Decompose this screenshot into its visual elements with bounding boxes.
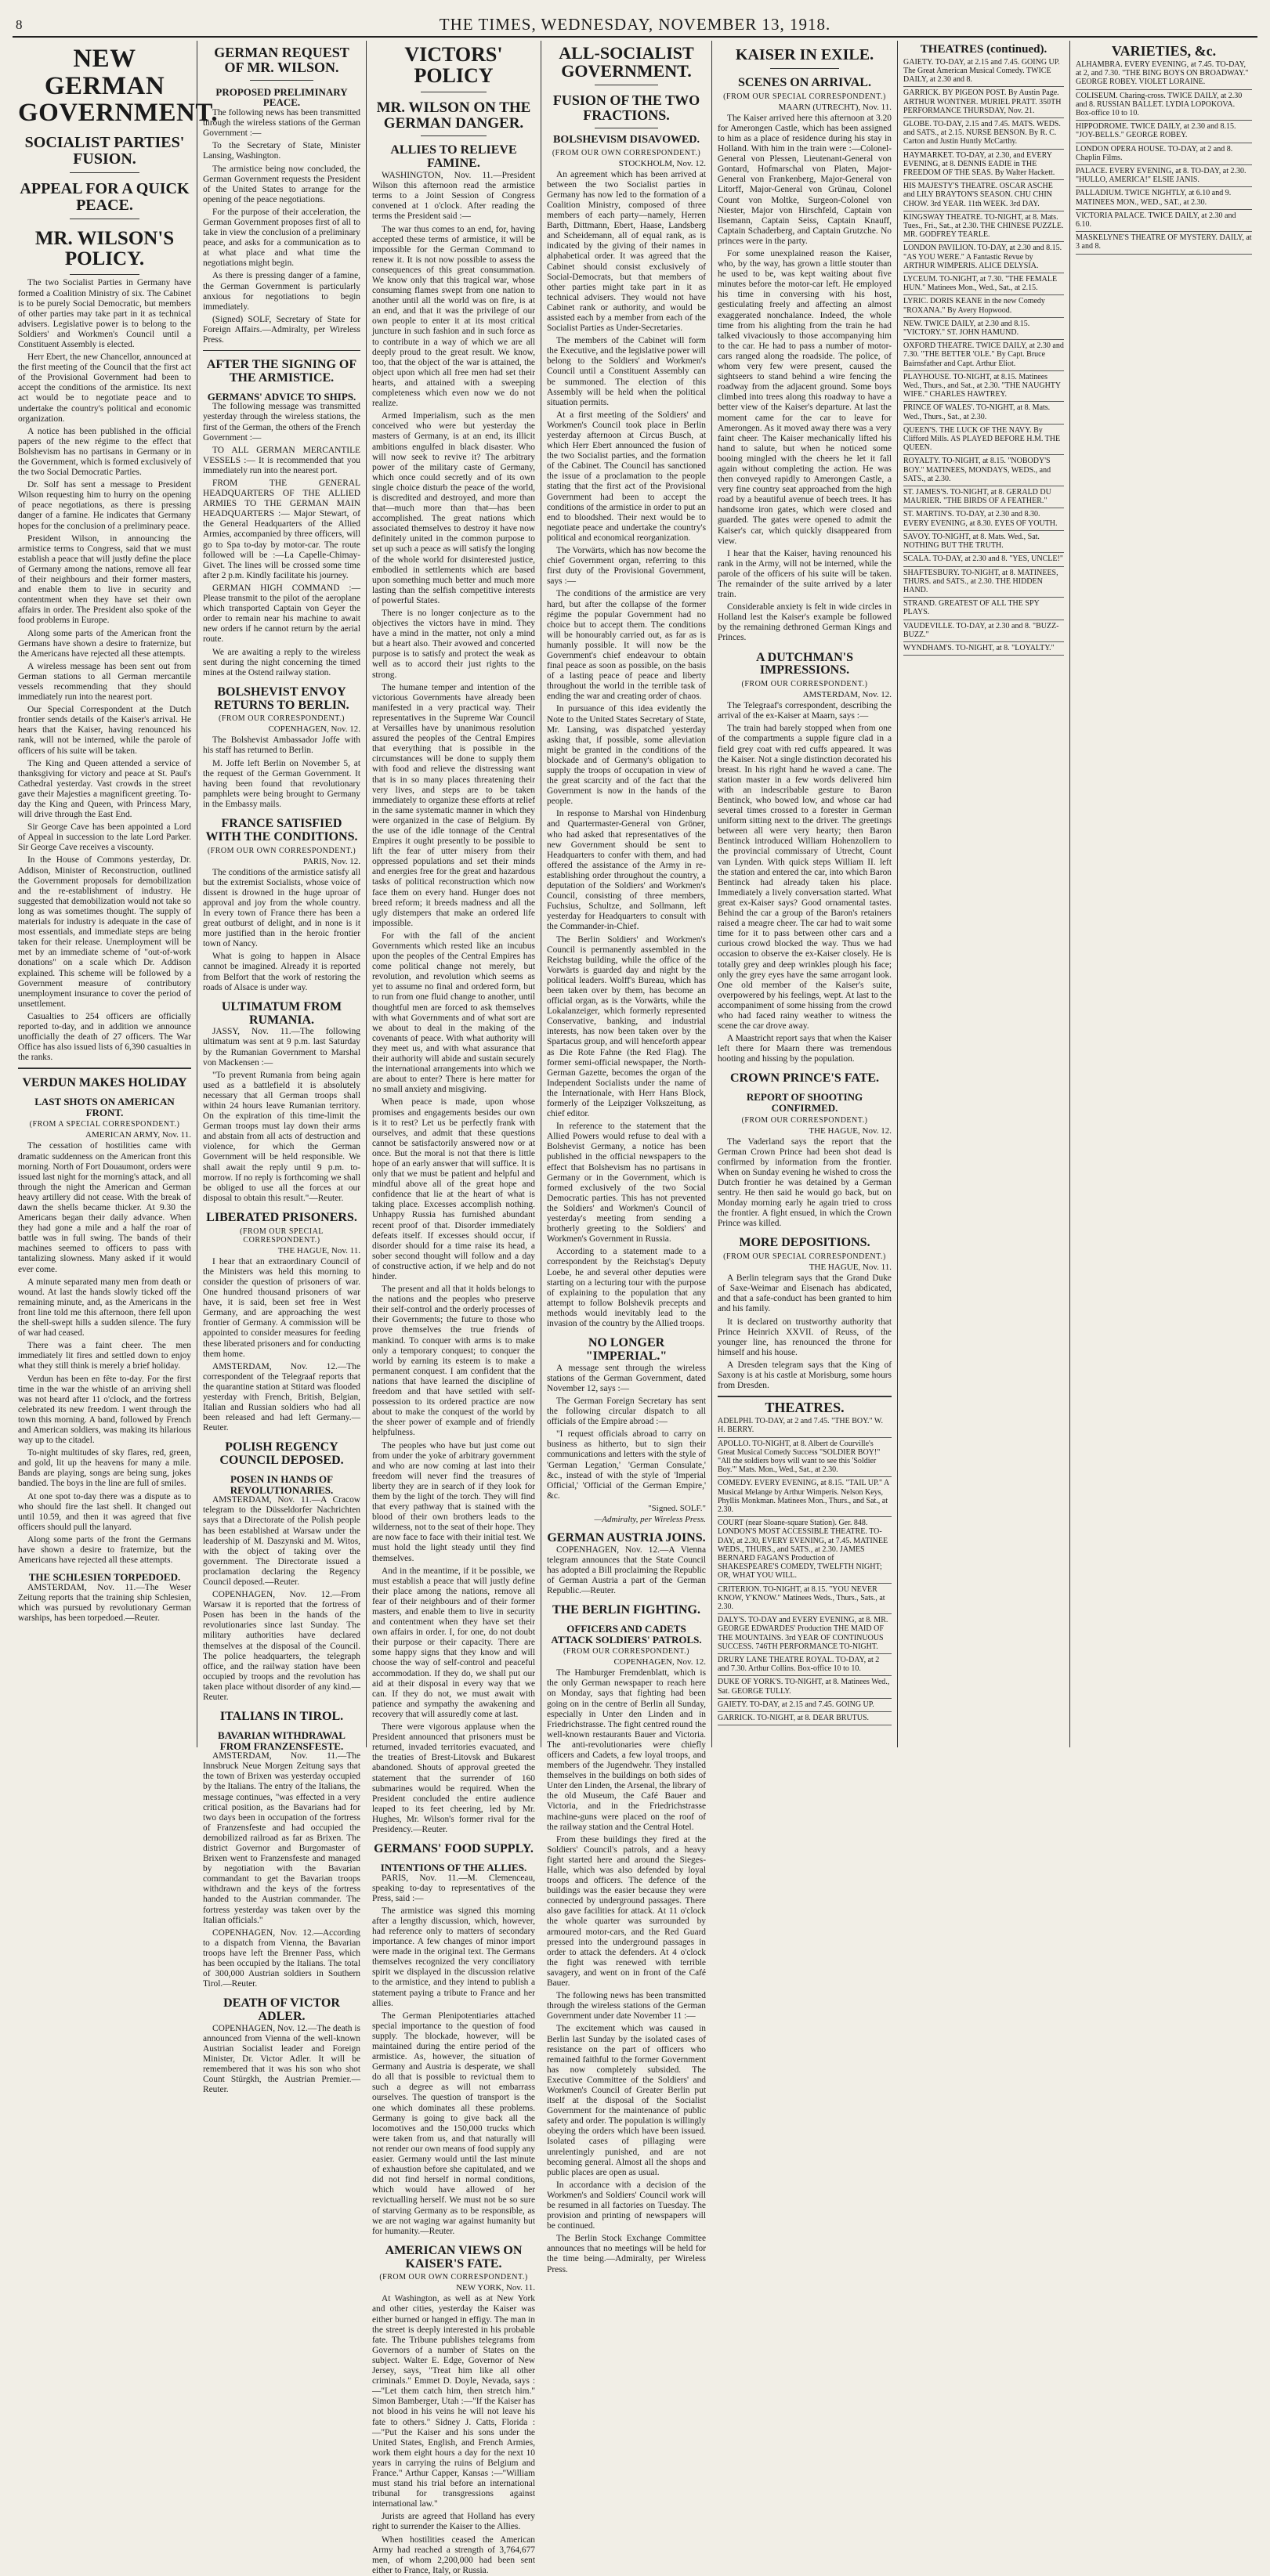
dateline: COPENHAGEN, Nov. 12. (268, 724, 360, 735)
paragraph: FROM THE GENERAL HEADQUARTERS OF THE ALLIED ARMIES TO THE GERMAN MAIN HEADQUARTERS :— Major Stewart, of the General Headquarters of the Allied Armies, accompanied by three officers, will go to Spa to-day by motor-car. The route followed will be :—La Capelle-Chimay-Givet. The lines will be crossed some time after 2 p.m. Kindly facilitate his journey. (203, 479, 360, 580)
source-line: (FROM OUR SPECIAL CORRESPONDENT.) (723, 92, 886, 101)
paragraph: AMSTERDAM, Nov. 11.—The Weser Zeitung reports that the training ship Schlesien, which was pursued by revolutionary German warships, has been torpedoed.—Reuter. (18, 1582, 191, 1624)
source-line: (FROM OUR SPECIAL CORRESPONDENT.) (723, 1252, 886, 1262)
paragraph: AMSTERDAM, Nov. 12.—The correspondent of the Telegraaf reports that the quarantine station at Stitard was flooded yesterday with French, British, Belgian, Italian and Russian soldiers who had all been released and had left Germany.—Reuter. (203, 1361, 360, 1433)
article-subhead: INTENTIONS OF THE ALLIES. (380, 1861, 527, 1873)
paragraph: Considerable anxiety is felt in wide circles in Holland lest the Kaiser's example be followed by the remaining dethroned German Kings and Princes. (718, 602, 892, 643)
source-line: (FROM OUR OWN CORRESPONDENT.) (379, 2273, 528, 2282)
paragraph: A Berlin telegram says that the Grand Duke of Saxe-Weimar and Eisenach has abdicated, and that a safe-conduct has been granted to him and his family. (718, 1274, 892, 1314)
paragraph: And in the meantime, if it be possible, we must establish a peace that will justly define their place among the nations, remove all fear of their neighbours and of their former masters, and enable them to live in security and contentment when they have set their own affairs in order. I, for one, do not doubt their purpose or their capacity. There are some happy signs that they know and will choose the way of self-control and peaceful accommodation. If they do, we shall put our aid at their disposal in every way that we can. If they do not, we must await with patience and sympathy the awakening and recovery that will assuredly come at last. (372, 1566, 535, 1719)
theatre-ad: KINGSWAY THEATRE. TO-NIGHT, at 8. Mats. Tues., Fri., Sat., at 2.30. THE CHINESE PUZZLE. MR. GODFREY TEARLE. (903, 211, 1064, 243)
article-headline: VERDUN MAKES HOLIDAY (22, 1076, 187, 1090)
paragraph: Verdun has been en fête to-day. For the first time in the war the whistle of an arriving shell was not heard after 11 o'clock, and the fortress celebrated its new freedom. I went through the town this morning. A band, followed by French and American soldiers, was making its hilarious way up to the citadel. (18, 1374, 191, 1446)
paragraph: The following message was transmitted yesterday through the wireless stations, the first of the German, the others of the French Government :— (203, 402, 360, 443)
paragraph: When peace is made, upon whose promises and engagements besides our own is it to rest? Let us be perfectly frank with ourselves, and admit that these questions cannot be satisfactorily answered now or at once. But the moral is not that there is little hope of an early answer that will suffice. It is only that we must be patient and helpful and mindful above all of the great hope and confidence that lie at the heart of what is taking place. Excesses accomplish nothing. Unhappy Russia has furnished abundant recent proof of that. Disorder immediately defeats itself. If excesses should occur, if disorder should for a time raise its head, a sober second thought will follow and a day of constructive action, if we help and do not hinder. (372, 1097, 535, 1281)
theatre-ad: SCALA. TO-DAY, at 2.30 and 8. "YES, UNCLE!" (903, 553, 1064, 566)
paragraph: As there is pressing danger of a famine, the German Government is particularly anxious for negotiations to begin immediately. (203, 271, 360, 312)
article-headline: DEATH OF VICTOR ADLER. (223, 1996, 340, 2024)
article-subhead: PROPOSED PRELIMINARY PEACE. (215, 85, 348, 109)
paragraph: At Washington, as well as at New York and other cities, yesterday the Kaiser was either burned or hanged in effigy. The man in the street is deeply interested in his probable fate. The Tribune publishes telegrams from Governors of a number of States on the subject. Walter E. Edge, Governor of New Jersey, says, "Treat him like all other criminals." Emmet D. Doyle, Nevada, says :—"Let them catch him, then stretch him." Simon Bamberger, Utah :—"If the Kaiser has not blood in his veins he will not leave his fate to others." Sidney J. Catts, Florida :—"Put the Kaiser and his sons under the United States, English, and French Armies, work them eight hours a day for the next 10 years in carrying the ruins of Belgium and France." Arthur Capper, Kansas :—"William must stand his trial before an international tribunal for transgressions against international law." (372, 2294, 535, 2509)
dateline: THE HAGUE, Nov. 12. (809, 1125, 892, 1136)
theatre-ad: OXFORD THEATRE. TWICE DAILY, at 2.30 and 7.30. "THE BETTER 'OLE." By Capt. Bruce Bairnsfather and Capt. Arthur Eliot. (903, 340, 1064, 371)
paragraph: "To prevent Rumania from being again used as a battlefield it is absolutely necessary that all German troops shall within 24 hours leave Rumanian territory. On the expiration of this time-limit the German troops must lay down their arms and abstain from all acts of destruction and violence, for which the German Government will be held responsible. We shall await the reply until 9 p.m. to-morrow. If no reply is forthcoming we shall be obliged to use all the forces at our disposal to obtain this result."—Reuter. (203, 1070, 360, 1203)
column-1 (13, 41, 219, 1747)
theatre-ad: LYCEUM. TO-NIGHT, at 7.30. "THE FEMALE HUN." Matinees Mon., Wed., Sat., at 2.15. (903, 273, 1064, 295)
theatre-ad: GAIETY. TO-DAY, at 2.15 and 7.45. GOING UP. (718, 1699, 892, 1712)
theatre-ad: GARRICK. TO-NIGHT, at 8. DEAR BRUTUS. (718, 1712, 892, 1725)
theatre-ad: SAVOY. TO-NIGHT, at 8. Mats. Wed., Sat. NOTHING BUT THE TRUTH. (903, 531, 1064, 553)
masthead (13, 13, 1257, 38)
paragraph: The armistice being now concluded, the German Government requests the President of the United States to arrange for the opening of the peace negotiations. (203, 164, 360, 204)
source-line: (FROM OUR SPECIAL CORRESPONDENT.) (240, 1227, 324, 1245)
theatre-ad: DUKE OF YORK'S. TO-NIGHT, at 8. Matinees Wed., Sat. GEORGE TULLY. (718, 1676, 892, 1698)
article-headline: ITALIANS IN TIROL. (219, 1710, 344, 1724)
dateline: PARIS, Nov. 12. (302, 856, 360, 866)
paragraph: "I request officials abroad to carry on business as hitherto, but to sign their communications and letters with the style of 'German Legation,' 'German Consulate,' &c., instead of with the style of 'Imperial Official,' 'Official of the German Empire,' &c. (547, 1429, 706, 1501)
paragraph: The German Plenipotentiaries attached special importance to the question of food supply. The blockade, however, will be maintained during the entire period of the armistice. As, however, the situation of Germany and Austria is desperate, we shall do all that is possible to revictual them to such a degree as will not embarrass ourselves. The question of transport is the one which dominates all these problems. Germany is going to give back all the locomotives and the 150,000 trucks which were taken from us, and that naturally will not render our own means of food supply any easier. Germany would until the last minute of exhaustion before she capitulated, and we did not find herself in normal conditions, which would have allowed of her revictualling herself. We must not be so sure of starving Germany as to be responsible, as we are not waging war against humanity but for humanity.—Reuter. (372, 2011, 535, 2236)
paragraph: I hear that the Kaiser, having renounced his rank in the Army, will not be interned, while the parole of the officers of his suite will be taken. The remainder of the suite arrived by a later train. (718, 548, 892, 600)
theatre-ad: GAIETY. TO-DAY, at 2.15 and 7.45. GOING UP. The Great American Musical Comedy. TWICE DAILY, at 2.30 and 8. (903, 56, 1064, 88)
sub-headline: MR. WILSON'S POLICY. (34, 227, 175, 270)
theatre-ad: LONDON PAVILION. TO-DAY, at 2.30 and 8.15. "AS YOU WERE." A Fantastic Revue by ARTHUR WIMPERIS. ALICE DELYSIA. (903, 242, 1064, 273)
divider (70, 274, 139, 275)
paragraph: COPENHAGEN, Nov. 12.—According to a dispatch from Vienna, the Bavarian troops have left the Brenner Pass, which has been occupied by the Italians. The total of 300,000 Austrian soldiers in Southern Tirol.—Reuter. (203, 1927, 360, 1989)
dateline: MAARN (UTRECHT), Nov. 11. (778, 102, 892, 112)
paragraph: Casualties to 254 officers are officially reported to-day, and in addition we announce unofficially the death of 27 officers. The War Office has also issued lists of 6,390 casualties in the ranks. (18, 1011, 191, 1063)
article-headline: GERMANS' FOOD SUPPLY. (374, 1842, 534, 1856)
paragraph: According to a statement made to a correspondent by the Reichstag's Deputy Loebe, he and several other deputies were starting on a lecturing tour with the purpose of explaining to the population that any attempt to follow Bolshevik precepts and methods would inevitably lead to the invasion of the country by the Allied troops. (547, 1247, 706, 1328)
paragraph: Dr. Solf has sent a message to President Wilson requesting him to hurry on the opening of peace negotiations, as there is pressing danger of a famine. He indicates that Germany hopes for the conclusion of a preliminary peace. (18, 480, 191, 531)
paragraph: Jurists are agreed that Holland has every right to surrender the Kaiser to the Allies. (372, 2512, 535, 2532)
theatre-ad: ROYALTY. TO-NIGHT, at 8.15. "NOBODY'S BOY." MATINEES, MONDAYS, WEDS., and SATS., at 2.30. (903, 455, 1064, 486)
dateline: AMSTERDAM, Nov. 12. (802, 690, 892, 700)
variety-ad: PALLADIUM. TWICE NIGHTLY, at 6.10 and 9. MATINEES MON., WED., SAT., at 2.30. (1076, 187, 1252, 209)
article-headline: THE BERLIN FIGHTING. (552, 1603, 700, 1617)
paragraph: (Signed) SOLF, Secretary of State for Foreign Affairs.—Admiralty, per Wireless Press. (203, 314, 360, 345)
theatre-ad: PRINCE OF WALES'. TO-NIGHT, at 8. Mats. Wed., Thurs., Sat., at 2.30. (903, 402, 1064, 424)
variety-ad: HIPPODROME. TWICE DAILY, at 2.30 and 8.15. "JOY-BELLS." GEORGE ROBEY. (1076, 121, 1252, 143)
paragraph: I hear that an extraordinary Council of the Ministers was held this morning to consider the question of prisoners of war. One hundred thousand prisoners of war have, it is said, been set free in West Germany, and are approaching the west frontier of Germany. A commission will be appointed to consider measures for feeding these liberated prisoners and for conducting them home. (203, 1256, 360, 1359)
theatre-ad: GLOBE. TO-DAY, 2.15 and 7.45. MATS. WEDS. and SATS., at 2.15. NURSE BENSON. By R. C. Carton and Justin Huntly McCarthy. (903, 118, 1064, 150)
article-subhead: SCENES ON ARRIVAL. (738, 76, 871, 89)
paragraph: In response to Marshal von Hindenburg and Quartermaster-General von Gröner, who had asked that representatives of the new Government should be sent to Headquarters to confer with them, and had offered the assistance of the Army in re-establishing order throughout the country, a deputation of the Soldiers' and Workmen's Council, consisting of three members, Fuchsius, Schultze, and Sollmann, left yesterday for Headquarters to consult with the Commander-in-Chief. (547, 809, 706, 932)
paragraph: The Hamburger Fremdenblatt, which is the only German newspaper to reach here on Monday, says that fighting had been going on in the centre of Berlin all Sunday, especially in Unter den Linden and in Friedrichstrasse. The fight centred round the well-known restaurants Bauer and Victoria. The anti-revolutionaries were chiefly officers and Cadets, a few loyal troops, and members of the Jugendwehr. They installed themselves in the buildings on both sides of Unter den Linden, the Arsenal, the library of the old Museum, the Café Bauer and Victoria, and in the Friedrichstrasse machine-guns were placed on the roof of the railway station and the Central Hotel. (547, 1668, 706, 1832)
paragraph: Herr Ebert, the new Chancellor, announced at the first meeting of the Council that the first act of the Provisional Government had been to accept the conditions of the armistice. Its next act would be to negotiate peace and to undertake the country's political and economic organization. (18, 352, 191, 424)
theatre-ad: WYNDHAM'S. TO-NIGHT, at 8. "LOYALTY." (903, 642, 1064, 656)
dateline: STOCKHOLM, Nov. 12. (618, 158, 706, 168)
column-6 (898, 41, 1070, 1747)
article-subhead: OFFICERS AND CADETS ATTACK SOLDIERS' PATROLS. (551, 1622, 702, 1646)
paragraph: The Telegraaf's correspondent, describing the arrival of the ex-Kaiser at Maarn, says :— (718, 701, 892, 721)
paragraph: The conditions of the armistice satisfy all but the extremist Socialists, whose voice of dissent is drowned in the huge uproar of approval and joy from the whole country. In every town of France there has been a great outburst of delight, and in none is it more justified than in the heroic frontier town of Nancy. (203, 867, 360, 949)
paragraph: In reference to the statement that the Allied Powers would refuse to deal with a Bolshevist Germany, a notice has been published in the official newspapers to the effect that Bolshevism has no partisans in Germany or in the Government, which is formed exclusively of the two Social Democratic parties. This has not prevented the Soldiers' and Workmen's Council of yesterday's meeting from sending a brotherly greeting to the Soldiers' and Workmen's Government in Russia. (547, 1122, 706, 1245)
wire-credit: —Admiralty, per Wireless Press. (594, 1514, 706, 1524)
paragraph: AMSTERDAM, Nov. 11.—The Innsbruck Neue Morgen Zeitung says that the town of Brixen was yesterday occupied by the Italians. The entry of the Italians, the message continues, "was effected in a very critical position, as the Bavarians had for two days been in occupation of the fortress of Franzensfeste and had occupied the demobilized railroad as far as Brixen. The district Governor and Burgomaster of Brixen went to Franzensfeste and managed by negotiation with the Bavarian commandant to get the Bavarian troops withdrawn and the keys of the fortress handed to the Austrian commander. The fortress yesterday was taken over by the Italian officials." (203, 1751, 360, 1925)
article-subhead: BOLSHEVISM DISAVOWED. (553, 133, 700, 146)
paragraph: At a first meeting of the Soldiers' and Workmen's Council took place in Berlin yesterday afternoon at Circus Busch, at which Herr Ebert announced the fusion of the two Socialist parties, and the formation of the Cabinet. The Council has sanctioned the issue of a proclamation to the people stating that the first act of the Provisional Government had been to accept the conditions of the armistice in order to put an end to bloodshed. Their next would be to negotiate peace and undertake the country's political and economical reorganization. (547, 410, 706, 543)
theatre-ad: ADELPHI. TO-DAY, at 2 and 7.45. "THE BOY." W. H. BERRY. (718, 1415, 892, 1437)
theatre-ad: STRAND. GREATEST OF ALL THE SPY PLAYS. (903, 598, 1064, 620)
article-headline: GERMAN REQUEST OF MR. WILSON. (214, 45, 349, 75)
section-heading-varieties: VARIETIES, &c. (1111, 43, 1217, 59)
column-2 (197, 41, 367, 2095)
theatre-ad: NEW. TWICE DAILY, at 2.30 and 8.15. "VICTORY." ST. JOHN HAMUND. (903, 318, 1064, 340)
paragraph: The Vorwärts, which has now become the chief Government organ, referring to this first duty of the Provisional Government, says :— (547, 546, 706, 587)
theatre-ad: CRITERION. TO-NIGHT, at 8.15. "YOU NEVER KNOW, Y'KNOW." Matinees Weds., Thurs., Sats., at 2.30. (718, 1584, 892, 1615)
paragraph: The present and all that it holds belongs to the nations and the peoples who preserve their self-control and the orderly processes of their Governments; the future to those who prove themselves the true friends of mankind. To conquer with arms is to make only a temporary conquest; to conquer the world by earning its esteem is to make a permanent conquest. I am confident that the nations that have learned the discipline of freedom and that have settled with self-possession to its ordered practice are now about to make the conquest of the world by the sheer power of example and of friendly helpfulness. (372, 1284, 535, 1438)
source-line: (FROM A SPECIAL CORRESPONDENT.) (29, 1120, 180, 1129)
paragraph: The Kaiser arrived here this afternoon at 3.20 for Amerongen Castle, which has been assigned to him as a place of residence during his stay in Holland. With him in the train were :—Colonel-General von Plessen, Lieutenant-General von Gontard, Hofmarschal von Platen, Major-General von Frankenberg, Major-General von Litorff, Major-General von Grünau, Colonel Count von Moltke, Surgeon-Colonel von Niester, Major von Hirschfeld, Captain von Ilsemann, Captain Seiss, Captain Knauff, Captain Schaderberg, and Captain Grutzche. No princes were in the party. (718, 113, 892, 246)
paragraph: The members of the Cabinet will form the Executive, and the legislative power will belong to the Soldiers' and Workmen's Council until a Constituent Assembly can be summoned. The election of this Assembly will be held when the political situation permits. (547, 336, 706, 407)
source-line: (FROM OUR OWN CORRESPONDENT.) (207, 846, 356, 855)
paragraph: COPENHAGEN, Nov. 12.—A Vienna telegram announces that the State Council has adopted a Bill proclaiming the Republic of German Austria a part of the German Republic.—Reuter. (547, 1545, 706, 1596)
divider (250, 80, 313, 81)
paragraph: The Berlin Soldiers' and Workmen's Council is permanently assembled in the Reichstag building, while the office of the Vorwärts is guarded day and night by the political leaders. Wolff's Bureau, which has been taken over by them, has become an official organ, as is the Vorwärts, while the Lokalanzeiger, which formerly represented Conservative, banking, and industrial interests, has now been taken over by the Spartacus group, and will henceforth appear as Die Rote Fahne (the Red Flag). The former semi-official newspaper, the North-German Gazette, becomes the organ of the Independent Socialists under the name of the Internationale, with Herr Hans Block, formerly of the Leipziger Volkszeitung, as chief editor. (547, 934, 706, 1119)
column-7 (1070, 41, 1257, 1747)
article-headline: KAISER IN EXILE. (735, 46, 874, 63)
paragraph: We are awaiting a reply to the wireless sent during the night concerning the timed mines at the Ostend railway station. (203, 647, 360, 677)
paragraph: The following news has been transmitted through the wireless stations of the German Government under date November 11 :— (547, 1991, 706, 2021)
article-headline: VICTORS' POLICY (404, 43, 503, 88)
column-5 (712, 41, 898, 1747)
paragraph: A wireless message has been sent out from German stations to all German mercantile vessels recommending that they should immediately run into the nearest port. (18, 661, 191, 703)
paragraph: The Berlin Stock Exchange Committee announces that no meetings will be held for the time being.—Admiralty, per Wireless Press. (547, 2234, 706, 2274)
paragraph: The cessation of hostilities came with dramatic suddenness on the American front this morning. North of Fort Douaumont, orders were issued last night for the morning's attack, and all through the night the American and German heavy artillery did not cease. With the break of dawn the shells became thicker. At 9.30 the Americans began their daily advance. When they had gone a mile and a half the roar of battle was in full swing. The bands of their machines seemed to officers to pass with tantalizing slowness. Many asked if it would ever come. (18, 1141, 191, 1274)
article-subhead: BAVARIAN WITHDRAWAL FROM FRANZENSFESTE. (218, 1729, 346, 1752)
theatre-ad: COURT (near Sloane-square Station). Ger. 848. LONDON'S MOST ACCESSIBLE THEATRE. TO-DAY, at 2.30, EVERY EVENING, at 7.45. MATINEE WEDS., THURS., and SATS., at 2.30. JAMES BERNARD FAGAN'S Production of SHAKESPEARE'S COMEDY, TWELFTH NIGHT; OR, WHAT YOU WILL. (718, 1517, 892, 1583)
paragraph: In accordance with a decision of the Workmen's and Soldiers' Council work will be resumed in all factories on Tuesday. The provision and printing of newspapers will be continued. (547, 2180, 706, 2231)
signature: "Signed. SOLF." (648, 1503, 706, 1513)
article-headline: FRANCE SATISFIED WITH THE CONDITIONS. (205, 817, 358, 844)
dateline: THE HAGUE, Nov. 11. (277, 1245, 360, 1255)
paragraph: There was a faint cheer. The men immediately lit fires and settled down to enjoy what they still think is merely a brief holiday. (18, 1341, 191, 1371)
article-subhead: FUSION OF THE TWO FRACTIONS. (552, 92, 700, 124)
paragraph: Our Special Correspondent at the Dutch frontier sends details of the Kaiser's arrival. He hears that the Kaiser, having renounced his rank, will not be interned, while the parole of officers of his suite will be taken. (18, 705, 191, 756)
dateline: THE HAGUE, Nov. 11. (809, 1263, 892, 1273)
theatre-ad: DRURY LANE THEATRE ROYAL. TO-DAY, at 2 and 7.30. Arthur Collins. Box-office 10 to 10. (718, 1654, 892, 1676)
variety-ad: VICTORIA PALACE. TWICE DAILY, at 2.30 and 6.10. (1076, 210, 1252, 232)
paragraph: Armed Imperialism, such as the men conceived who were but yesterday the masters of Germany, is at an end, its illicit ambitions engulfed in black disaster. Who will now seek to revive it? The arbitrary power of the military caste of Germany, which once could secretly and of its own single choice disturb the peace of the world, is discredited and destroyed, and more than that—much more than that—has been accomplished. The great nations which associated themselves to destroy it have now definitely united in the common purpose to set up such a peace as will satisfy the longing of the whole world for disinterested justice, embodied in settlements which are based upon something much better and much more lasting than the selfish competitive interests of powerful States. (372, 411, 535, 605)
article-headline: AFTER THE SIGNING OF THE ARMISTICE. (206, 358, 357, 385)
dateline: NEW YORK, Nov. 11. (456, 2283, 535, 2293)
paragraph: President Wilson, in announcing the armistice terms to Congress, said that we must establish a peace that will justly define the place of Germany among the nations, remove all fear of their neighbours and their former masters, and enable them to live in security and contentment when they have set their own affairs in order. The President also spoke of the food problems in Europe. (18, 533, 191, 626)
theatre-ad: VAUDEVILLE. TO-DAY, at 2.30 and 8. "BUZZ-BUZZ." (903, 620, 1064, 642)
theatre-ad: QUEEN'S. THE LUCK OF THE NAVY. By Clifford Mills. AS PLAYED BEFORE H.M. THE QUEEN. (903, 425, 1064, 456)
paragraph: Along some parts of the front the Germans have shown a desire to fraternize, but the Americans have rejected all these attempts. (18, 1534, 191, 1566)
paragraph: PARIS, Nov. 11.—M. Clemenceau, speaking to-day to representatives of the Press, said :— (372, 1873, 535, 1903)
paragraph: AMSTERDAM, Nov. 11.—A Cracow telegram to the Düsseldorfer Nachrichten says that a Directorate of the Polish people has been established at Warsaw under the leadership of M. Daszynski and M. Witos, with the object of taking over the government. The Directorate issued a proclamation declaring the Regency Council deposed.—Reuter. (203, 1495, 360, 1587)
paragraph: JASSY, Nov. 11.—The following ultimatum was sent at 9 p.m. last Saturday by the Rumanian Government to Marshal von Mackensen :— (203, 1027, 360, 1068)
theatre-ad: HIS MAJESTY'S THEATRE. OSCAR ASCHE and LILY BRAYTON'S SEASON. CHU CHIN CHOW. 3rd YEAR. 11th WEEK. 3rd DAY. (903, 180, 1064, 211)
paragraph: At one spot to-day there was a dispute as to who should fire the last shell. It changed out until 10.59, and then it was agreed that five officers should pull the lanyard. (18, 1491, 191, 1532)
article-subhead: ALLIES TO RELIEVE FAMINE. (390, 143, 517, 171)
article-headline: A DUTCHMAN'S IMPRESSIONS. (755, 650, 853, 677)
paragraph: What is going to happen in Alsace cannot be imagined. Already it is reported from Belfort that the work of restoring the roads of Alsace is under way. (203, 952, 360, 992)
theatre-ad: ST. JAMES'S. TO-NIGHT, at 8. GERALD DU MAURIER. "THE BIRDS OF A FEATHER." (903, 486, 1064, 508)
paragraph: TO ALL GERMAN MERCANTILE VESSELS :— It is recommended that you immediately run into the nearest port. (203, 445, 360, 475)
theatre-ad: DALY'S. TO-DAY and EVERY EVENING, at 8. MR. GEORGE EDWARDES' Production THE MAID OF THE MOUNTAINS. 3rd YEAR OF CONTINUOUS SUCCESS. 746TH PERFORMANCE TO-NIGHT. (718, 1614, 892, 1654)
paragraph: An agreement which has been arrived at between the two Socialist parties in Germany has now led to the formation of a Coalition Ministry, composed of three members of each party—namely, Herren Barth, Dittmann, Ebert, Haase, Landsberg and Scheidemann, all of equal rank, as is indicated by the giving of their names in alphabetical order. It was agreed that the Cabinet should consist exclusively of Social-Democrats, but that members of other parties might take part in it as technical advisers. They would not have Cabinet rank or authority, and would be assisted each by a member from each of the Socialist Parties as Under-Secretaries. (547, 169, 706, 334)
article-headline: CROWN PRINCE'S FATE. (729, 1071, 880, 1086)
paragraph: It is declared on trustworthy authority that Prince Heinrich XXVII. of Reuss, of the younger line, has renounced the throne for himself and his house. (718, 1317, 892, 1357)
paragraph: A minute separated many men from death or wound. At last the hands slowly ticked off the remaining minute, and, as the Americans in the front line told me this afternoon, there fell upon the shell-swept hills a sudden silence. The fury of war had ceased. (18, 1277, 191, 1339)
article-headline: THE SCHLESIEN TORPEDOED. (28, 1571, 181, 1584)
sub-headline: SOCIALIST PARTIES' FUSION. (24, 133, 185, 168)
source-line: (FROM OUR CORRESPONDENT.) (219, 714, 345, 724)
theatre-ad: SHAFTESBURY. TO-NIGHT, at 8. MATINEES, THURS. and SATS., at 2.30. THE HIDDEN HAND. (903, 567, 1064, 598)
paragraph: The peoples who have but just come out from under the yoke of arbitrary government and who are now coming at last into their freedom will never find the treasures of liberty they are in search of if they look for them by the light of the torch. They will find that every pathway that is stained with the blood of their own brothers leads to the wilderness, not to the seat of their hope. They are now face to face with their initial test. We must hold the light steady until they find themselves. (372, 1440, 535, 1563)
divider (18, 1068, 191, 1069)
paragraph: To-night multitudes of sky flares, red, green, and gold, lit up the heavens for many a mile. Bands are playing, songs are being sung, jokes bandied. The boys in the line are full of smiles. (18, 1448, 191, 1489)
divider (421, 135, 486, 136)
variety-ad: ALHAMBRA. EVERY EVENING, at 7.45. TO-DAY, at 2, and 7.30. "THE BING BOYS ON BROADWAY." GEORGE ROBEY. VIOLET LORAINE. (1076, 59, 1252, 90)
variety-ad: PALACE. EVERY EVENING, at 8. TO-DAY, at 2.30. "HULLO, AMERICA!" ELSIE JANIS. (1076, 165, 1252, 187)
dateline: AMERICAN ARMY, Nov. 11. (85, 1130, 191, 1140)
source-line: (FROM OUR CORRESPONDENT.) (741, 680, 868, 689)
divider (770, 68, 840, 69)
article-headline: POLISH REGENCY COUNCIL DEPOSED. (219, 1440, 344, 1468)
article-headline: AMERICAN VIEWS ON KAISER'S FATE. (385, 2243, 523, 2271)
paragraph: The King and Queen attended a service of thanksgiving for victory and peace at St. Paul's Cathedral yesterday. Vast crowds in the street gave their Majesties a magnificent greeting. To-day the King and Queen, with Princess Mary, will drive through the East End. (18, 758, 191, 820)
variety-ad: MASKELYNE'S THEATRE OF MYSTERY. DAILY, at 3 and 8. (1076, 232, 1252, 254)
sub-headline: APPEAL FOR A QUICK PEACE. (20, 179, 190, 214)
paragraph: The train had barely stopped when from one of the compartments a supple figure clad in a field grey coat with red cuffs appeared. It was the Kaiser. Not a single distinction decorated his breast. In his right hand he waved a cane. The station master in a few words delivered him with an indescribable gesture to Baron Bentinck, who bowed low, and whose car had several times crossed to a forester in German uniform sitting next to the driver. The greetings between all were very hearty; then Baron Bentinck introduced William Hohenzollern to the provincial commissary of Utrecht, Count van Lynden. With quick steps William II. left the station and entered the car, into which Baron Bentinck had already taken his place. Immediately a lively conversation started. What great ex-Kaiser says? Good ornamental tastes. Behind the car a group of the Baron's retainers raised a meagre cheer. The car had to wait some time for it to pass between other cars and a curious crowd blocked the way. Thus we had occasion to observe the ex-Kaiser closely. He is totally grey and deep wrinkles plough his face; only the grey eyes have the same arrogant look. One old member of the Kaiser's suite, overpowered by his feelings, wept. At last to the accompaniment of some hissing from the crowd who had faced rainy weather to witness the scene the car drove away. (718, 724, 892, 1031)
article-subhead: GERMANS' ADVICE TO SHIPS. (207, 390, 356, 403)
variety-ad: COLISEUM. Charing-cross. TWICE DAILY, at 2.30 and 8. RUSSIAN BALLET. LYDIA LOPOKOVA. Box-office 10 to 10. (1076, 90, 1252, 121)
paragraph: For with the fall of the ancient Governments which rested like an incubus upon the peoples of the Central Empires has come political change not merely, but revolution, and revolution which seems as yet to assume no final and ordered form, but to run from one fluid change to another, until thoughtful men are forced to ask themselves with what Governments and of what sort are we about to deal in the making of the covenants of peace. With what authority will they meet us, and with what assurance that their authority will abide and sustain securely the international arrangements into which we are about to enter? There is here matter for no small anxiety and misgiving. (372, 930, 535, 1095)
paragraph: For some unexplained reason the Kaiser, who, by the way, has grown a little stouter than he used to be, was kept waiting about five minutes before the motor-car left. He employed his time in conversing with his host, gesticulating freely and affecting an almost exaggerated nonchalance. Indeed, the whole time from his alighting from the train he had talked vivaciously to those accompanying him to the car. He had to pass a number of motor-cars ranged along the roadside. The police, of whom very few were present, caused the sightseers to stand behind a wire fencing the roadway from the adjacent ground. Some boys climbed into trees along this roadway to have a better view of the Kaiser's departure. At last the moment came for the car to leave for Amerongen. As it moved away there was a very faint cheer. The Kaiser mechanically lifted his hand to salute, but when he noticed some booing mingled with the cheers he let it fall again without completing the action. He was then conveyed rapidly to Amerongen Castle, a very fine country seat approached from the high road by a beautiful avenue of beech trees. It has handsome iron gates, which were closed and guarded. The gates were opened to admit the Kaiser's car, which quickly disappeared from view. (718, 249, 892, 546)
paragraph: A message sent through the wireless stations of the German Government, dated November 12, says :— (547, 1363, 706, 1393)
article-headline: BOLSHEVIST ENVOY RETURNS TO BERLIN. (214, 685, 349, 712)
paragraph: The war thus comes to an end, for, having accepted these terms of armistice, it will be impossible for the German Command to renew it. It is not now possible to assess the consequences of this great consummation. We know only that this tragical war, whose consuming flames swept from one nation to another until all the world was on fire, is at an end, and that it was the privilege of our own people to enter it at its most critical juncture in such fashion and in such force as to contribute in a way of which we are all deeply proud to the great result. We know, too, that the object of the war is attained, the object upon which all free men had set their hearts, and attained with a sweeping completeness which even now we do not realize. (372, 224, 535, 409)
paragraph: The conditions of the armistice are very hard, but after the collapse of the former régime the popular Government had no choice but to accept them. The conditions will be honourably carried out, as far as is humanly possible. It will now be the Government's chief endeavour to obtain final peace as soon as possible, on the basis of a lasting peace of peace and liberty throughout the world in the terrible task of ending the war and creating order of chaos. (547, 589, 706, 702)
source-line: (FROM OUR OWN CORRESPONDENT.) (552, 148, 701, 157)
paragraph: M. Joffe left Berlin on November 5, at the request of the German Government. It having been found that revolutionary pamphlets were being brought to Germany in the Embassy mails. (203, 758, 360, 809)
paragraph: For the purpose of their acceleration, the German Government proposes first of all to take in view the conclusion of a preliminary peace, and asks for a communication as to at what place and what time the negotiations might begin. (203, 207, 360, 269)
column-4 (541, 41, 712, 2274)
article-headline: MORE DEPOSITIONS. (739, 1236, 870, 1250)
page-number: 8 (16, 17, 23, 32)
paragraph: There is no longer conjecture as to the objectives the victors have in mind. They have a mind in the matter, not only a mind but a heart also. Their avowed and concerted purpose is to satisfy and protect the weak as well as to accord their just rights to the strong. (372, 609, 535, 680)
paragraph: To the Secretary of State, Minister Lansing, Washington. (203, 141, 360, 161)
article-subhead: POSEN IN HANDS OF REVOLUTIONARIES. (230, 1472, 334, 1496)
theatre-ad: HAYMARKET. TO-DAY, at 2.30, and EVERY EVENING, at 8. DENNIS EADIE in THE FREEDOM OF THE SEAS. By Walter Hackett. (903, 150, 1064, 181)
variety-ad: LONDON OPERA HOUSE. TO-DAY, at 2 and 8. Chaplin Films. (1076, 143, 1252, 165)
section-heading-theatres-continued: THEATRES (continued). (920, 43, 1047, 56)
paragraph: Sir George Cave has been appointed a Lord of Appeal in succession to the late Lord Parker. Sir George Cave receives a viscounty. (18, 822, 191, 853)
paragraph: From these buildings they fired at the Soldiers' Council's patrols, and a heavy fight started here and around the Sieges-Halle, which was also defended by loyal troops and officers. The defence of the buildings was the easier because they were connected by underground passages. There also gave facilities for attack. At 11 o'clock the whole quarter was surrounded by armoured motor-cars, and the Red Guard pressed into the underground passages in order to attack the defenders. At 4 o'clock the fight was renewed with terrible savagery, and went on in front of the Café Bauer. (547, 1834, 706, 1989)
paragraph: The armistice was signed this morning after a lengthy discussion, which, however, had reference only to matters of secondary importance. A few changes of minor import were made in the original text. The Germans themselves recognized the very conciliatory spirit we displayed in the discussion relative to the armistice, and they intend to publish a statement paying a tribute to France and her allies. (372, 1906, 535, 2008)
newspaper-page (13, 13, 1257, 2575)
paragraph: In the House of Commons yesterday, Dr. Addison, Minister of Reconstruction, outlined the Government proposals for demobilization and the re-establishment of industry. He suggested that demobilization would not take so long as was sometimes thought. The supply of materials for industry is adequate in the case of most essentials, and immediate steps are being taken for their release. Unemployment will be met by an immediate scheme of "out-of-work donations" on a scale which Dr. Addison explained. This scheme will be followed by a Government measure of contributory unemployment insurance to cover the period of unsettlement. (18, 855, 191, 1009)
article-subhead: MR. WILSON ON THE GERMAN DANGER. (376, 99, 531, 132)
section-heading-theatres: THEATRES. (765, 1400, 845, 1416)
article-headline: LIBERATED PRISONERS. (206, 1210, 357, 1224)
paragraph: GERMAN HIGH COMMAND :— Please transmit to the pilot of the aeroplane which transported Captain von Geyer the order to remain near his machine to await new orders if he cannot return by the aerial route. (203, 583, 360, 645)
article-headline: ULTIMATUM FROM RUMANIA. (221, 999, 342, 1027)
masthead-title: THE TIMES, WEDNESDAY, NOVEMBER 13, 1918. (439, 14, 831, 34)
article-headline: NO LONGER "IMPERIAL." (585, 1336, 668, 1363)
article-subhead: REPORT OF SHOOTING CONFIRMED. (746, 1091, 863, 1114)
paragraph: The Vaderland says the report that the German Crown Prince had been shot dead is confirmed by information from the frontier. When on Sunday evening he wished to cross the Dutch frontier he was detained by a German sentry. He then said he would go back, but on Monday morning early he again tried to cross the frontier. A fight ensued, in which the Crown Prince was killed. (718, 1136, 892, 1229)
paragraph: The two Socialist Parties in Germany have formed a Coalition Ministry of six. The Cabinet is to be purely Social Democratic, but members of other parties may take part in it as technical advisers. Legislative power is to belong to the Soldiers' and Workmen's Council until a Constituent Assembly is elected. (18, 278, 191, 349)
paragraph: The humane temper and intention of the victorious Governments have already been manifested in a very practical way. Their representatives in the Supreme War Council at Versailles have by unanimous resolution assured the peoples of the Central Empires that everything that is possible in the circumstances will be done to supply them with food and relieve the distressing want that is in so many places threatening their very lives, and steps are to be taken immediately to organize these efforts at relief in the same systematic manner in which they were organized in the case of Belgium. By the use of the idle tonnage of the Central Empires it ought presently to be possible to lift the fear of utter misery from their oppressed populations and set their minds and energies free for the great and hazardous tasks of political reconstruction which now face them on every hand. Hunger does not breed reform; it breeds madness and all the ugly distempers that make an ordered life impossible. (372, 682, 535, 928)
article-headline: GERMAN AUSTRIA JOINS. (547, 1530, 706, 1545)
paragraph: COPENHAGEN, Nov. 12.—From Warsaw it is reported that the fortress of Posen has been in the hands of the revolutionaries since last Sunday. The military authorities have declared themselves at the disposal of the Council. The police headquarters, the telegraph office, and the railway station have been occupied by troops and the revolution has taken place without disorder of any kind.—Reuter. (203, 1590, 360, 1702)
paragraph: In pursuance of this idea evidently the Note to the United States Secretary of State, Mr. Lansing, was dispatched yesterday asking that, if possible, some alleviation might be granted in the conditions of the blockade and of Germany's obligation to supply the troops of occupation in view of the great scarcity and of the fact that the Government is now in the hands of the people. (547, 704, 706, 807)
paragraph: There were vigorous applause when the President announced that prisoners must be returned, invaded territories evacuated, and the treaties of Brest-Litovsk and Bukarest abandoned. Shouts of approval greeted the statement that the surrender of 160 submarines would be required. When the President concluded the entire audience leaped to its feet cheering, led by Mr. Hughes, Mr. Wilson's former rival for the Presidency.—Reuter. (372, 1722, 535, 1834)
article-headline: ALL-SOCIALIST GOVERNMENT. (559, 43, 694, 81)
column-3 (367, 41, 541, 2575)
paragraph: The Bolshevist Ambassador Joffe with his staff has returned to Berlin. (203, 735, 360, 756)
article-subhead: LAST SHOTS ON AMERICAN FRONT. (34, 1096, 175, 1118)
paragraph: Along some parts of the American front the Germans have shown a desire to fraternize, but the Americans have rejected all these attempts. (18, 628, 191, 659)
source-line: (FROM OUR CORRESPONDENT.) (563, 1647, 689, 1657)
theatre-ad: PLAYHOUSE. TO-NIGHT, at 8.15. Matinees Wed., Thurs., and Sat., at 2.30. "THE NAUGHTY WIFE." CHARLES HAWTREY. (903, 371, 1064, 403)
theatre-ad: APOLLO. TO-NIGHT, at 8. Albert de Courville's Great Musical Comedy Success "SOLDIER BOY!" "All the soldiers boys will want to see this 'Soldier Boy.'" Mats. Mon., Wed., Sat., at 2.30. (718, 1438, 892, 1478)
paragraph: A Maastricht report says that when the Kaiser left there for Maarn there was tremendous hooting and hissing by the population. (718, 1034, 892, 1064)
divider (718, 1396, 892, 1397)
theatre-ad: GARRICK. BY PIGEON POST. By Austin Page. ARTHUR WONTNER. MURIEL PRATT. 350TH PERFORMANCE THURSDAY, Nov. 21. (903, 87, 1064, 118)
dateline: COPENHAGEN, Nov. 12. (613, 1657, 706, 1667)
divider (203, 350, 360, 351)
theatre-ad: LYRIC. DORIS KEANE in the new Comedy "ROXANA." By Avery Hopwood. (903, 295, 1064, 317)
source-line: (FROM OUR CORRESPONDENT.) (741, 1115, 868, 1125)
paragraph: The following news has been transmitted through the wireless stations of the German Government :— (203, 108, 360, 139)
paragraph: The excitement which was caused in Berlin last Sunday by the isolated cases of resistance on the part of officers who remained faithful to the former Government has now completely subsided. The Executive Committee of the Soldiers' and Workmen's Council of Greater Berlin put itself at the disposal of the Socialist Government for the maintenance of public safety and order. The population is willingly obeying the orders which have been issued. Isolated cases of pillaging were unrelentingly punished, and are not becoming general. Almost all the shops and public places are open as usual. (547, 2024, 706, 2177)
columns (13, 41, 1257, 2575)
article-body (18, 278, 191, 1063)
paragraph: The German Foreign Secretary has sent the following circular dispatch to all officials of the Empire abroad :— (547, 1396, 706, 1427)
paragraph: A Dresden telegram says that the King of Saxony is at his castle at Morisburg, some hours from Dresden. (718, 1360, 892, 1391)
theatre-ad: COMEDY. EVERY EVENING, at 8.15. "TAIL UP." A Musical Melange by Arthur Wimperis. Nelson Keys, Phyllis Monkman. Matinees Mon., Thurs., and Sat., at 2.30. (718, 1477, 892, 1517)
theatre-ad: ST. MARTIN'S. TO-DAY, at 2.30 and 8.30. EVERY EVENING, at 8.30. EYES OF YOUTH. (903, 508, 1064, 530)
headline: NEW GERMAN GOVERNMENT. (18, 45, 219, 128)
paragraph: WASHINGTON, Nov. 11.—President Wilson this afternoon read the armistice terms to a Joint Session of Congress convened at 1 o'clock. After reading the terms the President said :— (372, 171, 535, 222)
paragraph: A notice has been published in the official papers of the new régime to the effect that Bolshevism has no partisans in Germany or in the Government, which is formed exclusively of the two Social Democratic Parties. (18, 426, 191, 478)
paragraph: COPENHAGEN, Nov. 12.—The death is announced from Vienna of the well-known Austrian Socialist leader and Foreign Minister, Dr. Victor Adler. It will be remembered that it was his son who shot Count Stürgkh, the Austrian Premier.—Reuter. (203, 2023, 360, 2095)
divider (70, 172, 139, 173)
paragraph: When hostilities ceased the American Army had reached a strength of 3,764,677 men, of whom 2,200,000 had been sent either to France, Italy, or Russia. (372, 2534, 535, 2575)
